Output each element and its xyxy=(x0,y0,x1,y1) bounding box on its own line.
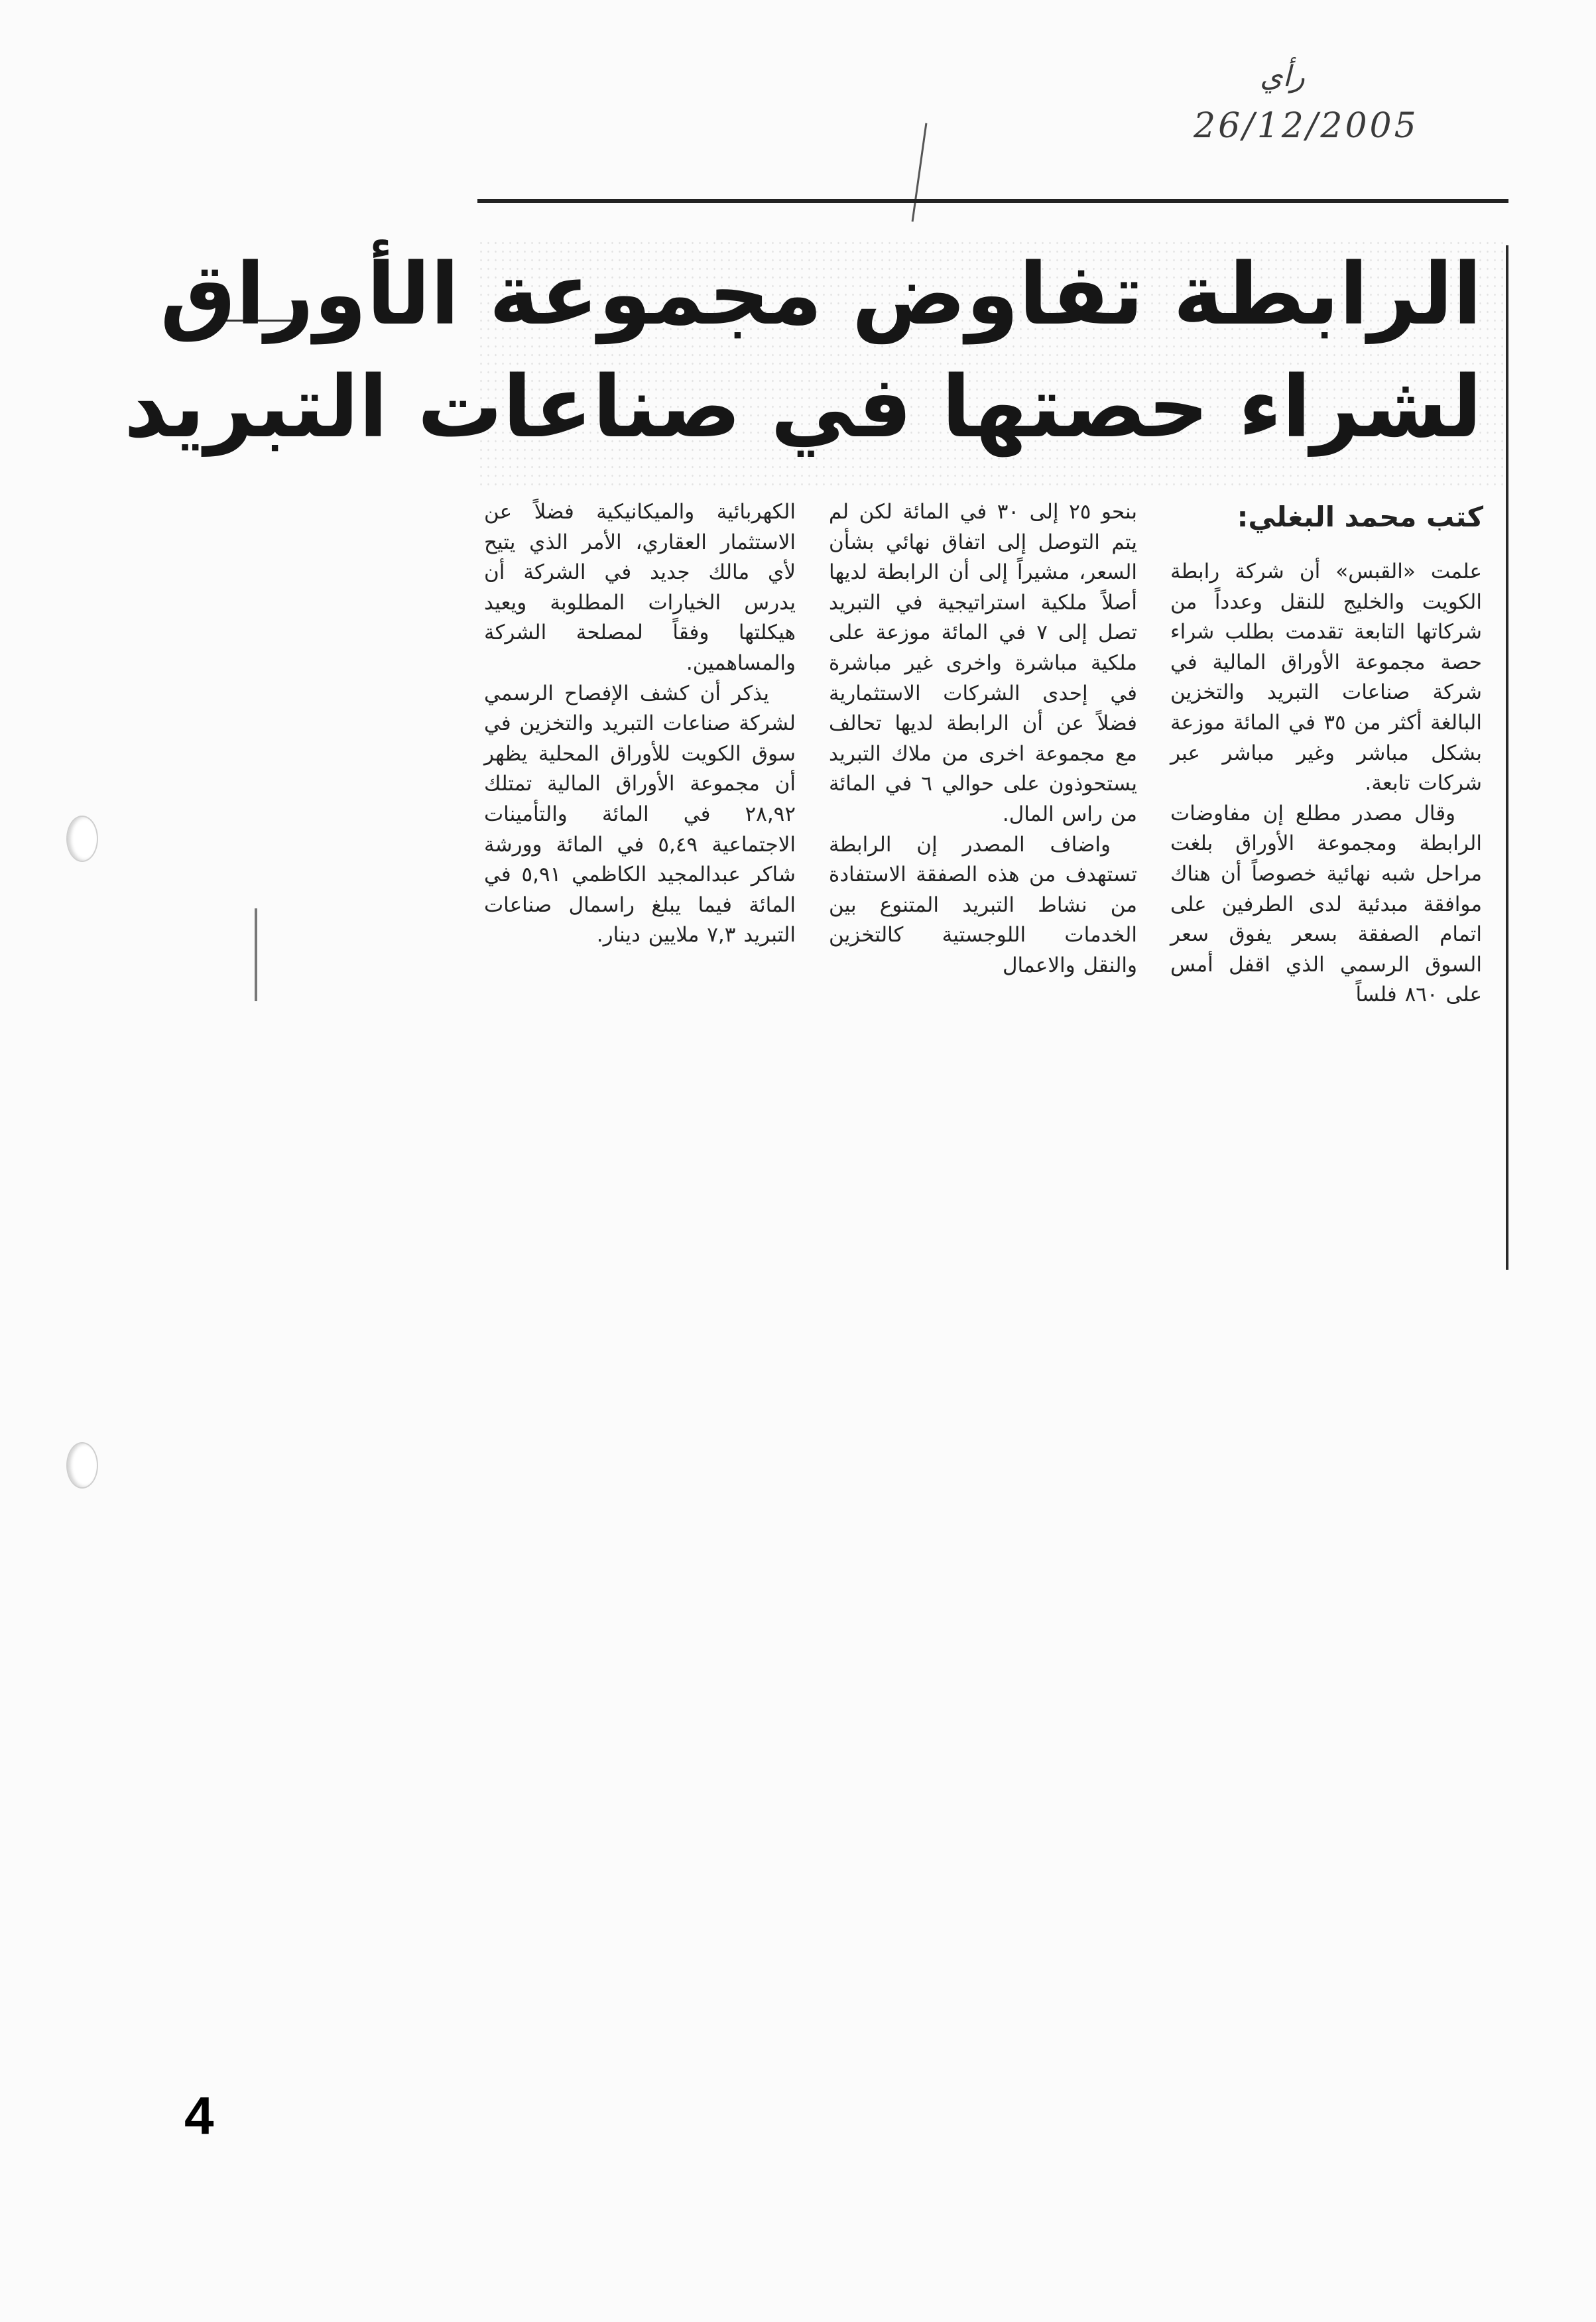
byline: كتب محمد البغلي: xyxy=(1237,501,1483,533)
handwritten-note: رأي xyxy=(1260,60,1305,93)
paragraph: واضاف المصدر إن الرابطة تستهدف من هذه الصفقة الاستفادة من نشاط التبريد المتنوع بين الخدمات اللوجستية كالتخزين والنقل والاعمال xyxy=(829,832,1137,977)
newspaper-clipping xyxy=(123,199,1508,1061)
handwritten-date: 26/12/2005 xyxy=(1194,106,1419,146)
clipping-right-rule xyxy=(1506,245,1508,1270)
paragraph: يذكر أن كشف الإفصاح الرسمي لشركة صناعات التبريد والتخزين في سوق الكويت للأوراق المحلية يظهر أن مجموعة الأوراق المالية تمتلك ٢٨,٩٢ في المائة والتأمينات الاجتماعية ٥,٤٩ في المائة وورشة شاكر عبدالمجيد الكاظمي ٥,٩١ في المائة فيما يبلغ راسمال صناعات التبريد ٧,٣ ملايين دينار. xyxy=(484,681,796,947)
paragraph: علمت «القبس» أن شركة رابطة الكويت والخليج للنقل وعدداً من شركاتها التابعة تقدمت بطلب شراء حصة مجموعة الأوراق المالية في شركة صناعات التبريد والتخزين البالغة أكثر من ٣٥ في المائة موزعة بشكل مباشر وغير مباشر عبر شركات تابعة. xyxy=(1170,560,1482,796)
page-number: 4 xyxy=(184,2086,214,2145)
margin-mark xyxy=(255,908,257,1001)
paragraph: وقال مصدر مطلع إن مفاوضات الرابطة ومجموعة الأوراق بلغت مراحل شبه نهائية خصوصاً أن هناك موافقة مبدئية لدى الطرفين على اتمام الصفقة بسعر يفوق سعر السوق الرسمي الذي اقفل أمس على ٨٦٠ فلساً xyxy=(1170,801,1482,1007)
article-column-3 xyxy=(484,497,796,951)
headline-line-1: الرابطة تفاوض مجموعة الأوراق xyxy=(160,245,1482,344)
punch-hole-bottom xyxy=(66,1442,98,1489)
headline-line-2: لشراء حصتها في صناعات التبريد xyxy=(123,358,1482,457)
paragraph: بنحو ٢٥ إلى ٣٠ في المائة لكن لم يتم التوصل إلى اتفاق نهائي بشأن السعر، مشيراً إلى أن الرابطة لديها أصلاً ملكية استراتيجية في التبريد تصل إلى ٧ في المائة موزعة على ملكية مباشرة واخرى غير مباشرة في إحدى الشركات الاستثمارية فضلاً عن أن الرابطة لديها تحالف مع مجموعة اخرى من ملاك التبريد يستحوذون على حوالي ٦ في المائة من راس المال. xyxy=(829,500,1137,826)
article-column-2 xyxy=(829,497,1137,981)
paragraph: الكهربائية والميكانيكية فضلاً عن الاستثمار العقاري، الأمر الذي يتيح لأي مالك جديد في الشركة أن يدرس الخيارات المطلوبة ويعيد هيكلتها وفقاً لمصلحة الشركة والمساهمين. xyxy=(484,500,796,675)
punch-hole-top xyxy=(66,816,98,862)
article-column-1 xyxy=(1170,557,1482,1010)
clipping-top-rule xyxy=(477,199,1508,203)
